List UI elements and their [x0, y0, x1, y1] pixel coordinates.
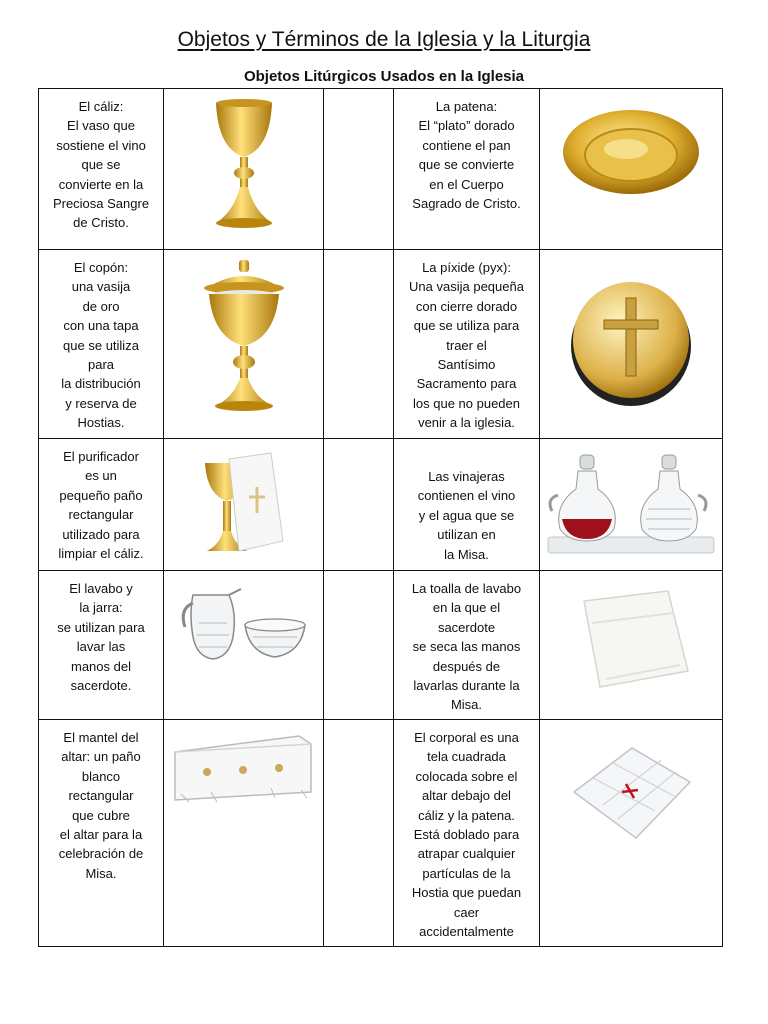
empty-cell — [324, 250, 394, 439]
liturgical-objects-table — [38, 88, 723, 947]
corporal-description: El corporal es una tela cuadrada colocada sobre el altar debajo del cáliz y la patena. Está doblado para atrapar cualquier partículas de la Hostia que puedan caer accidentalmente — [411, 730, 522, 940]
lavabo-towel-description: La toalla de lavabo en la que el sacerdote se seca las manos después de lavarlas durante la Misa. — [411, 581, 522, 713]
empty-cell — [324, 720, 394, 947]
empty-cell — [324, 439, 394, 571]
page-title: Objetos y Términos de la Iglesia y la Liturgia — [177, 28, 591, 51]
description-cell — [39, 89, 164, 250]
chalice-image — [194, 89, 294, 239]
ciborium-description: El copón: una vasija de oro con una tapa que se utiliza para la distribución y reserva de Hostias. — [61, 260, 141, 431]
lavabo-towel-image — [566, 583, 696, 703]
image-cell — [540, 720, 723, 947]
lavabo-image — [179, 583, 309, 673]
empty-cell — [324, 89, 394, 250]
table-row — [39, 250, 723, 439]
description-cell — [394, 720, 540, 947]
ciborium-image — [189, 258, 299, 418]
lavabo-description: El lavabo y la jarra: se utilizan para lavar las manos del sacerdote. — [57, 581, 145, 694]
chalice-description: El cáliz: El vaso que sostiene el vino que se convierte en la Preciosa Sangre de Cristo. — [52, 99, 150, 231]
description-cell — [394, 571, 540, 720]
cruets-image — [544, 449, 719, 564]
description-cell — [394, 250, 540, 439]
description-cell — [394, 89, 540, 250]
purificator-description: El purificador es un pequeño paño rectangular utilizado para limpiar el cáliz. — [58, 449, 144, 562]
description-cell — [39, 720, 164, 947]
pyx-description: La píxide (pyx): Una vasija pequeña con cierre dorado que se utiliza para traer el Santísimo Sacramento para los que no pueden venir a la iglesia. — [409, 260, 524, 431]
image-cell — [540, 571, 723, 720]
description-cell — [39, 250, 164, 439]
table-row — [39, 571, 723, 720]
image-cell — [164, 89, 324, 250]
empty-cell — [324, 571, 394, 720]
image-cell — [164, 439, 324, 571]
image-cell — [164, 720, 324, 947]
image-cell — [164, 250, 324, 439]
description-cell — [394, 439, 540, 571]
pyx-image — [566, 268, 696, 418]
description-cell — [39, 571, 164, 720]
paten-image — [556, 97, 706, 207]
purificator-image — [199, 451, 289, 561]
altar-cloth-description: El mantel del altar: un paño blanco rectangular que cubre el altar para la celebración de Misa. — [58, 730, 144, 881]
page-subtitle: Objetos Litúrgicos Usados en la Iglesia — [243, 68, 525, 85]
table-row — [39, 439, 723, 571]
image-cell — [164, 571, 324, 720]
cruets-description: Las vinajeras contienen el vino y el agua que se utilizan en la Misa. — [417, 469, 516, 562]
altar-cloth-image — [171, 732, 316, 812]
image-cell — [540, 439, 723, 571]
paten-description: La patena: El “plato” dorado contiene el pan que se convierte en el Cuerpo Sagrado de Cristo. — [412, 99, 521, 212]
corporal-image — [566, 744, 696, 844]
description-cell — [39, 439, 164, 571]
table-row — [39, 720, 723, 947]
image-cell — [540, 89, 723, 250]
table-row — [39, 89, 723, 250]
image-cell — [540, 250, 723, 439]
